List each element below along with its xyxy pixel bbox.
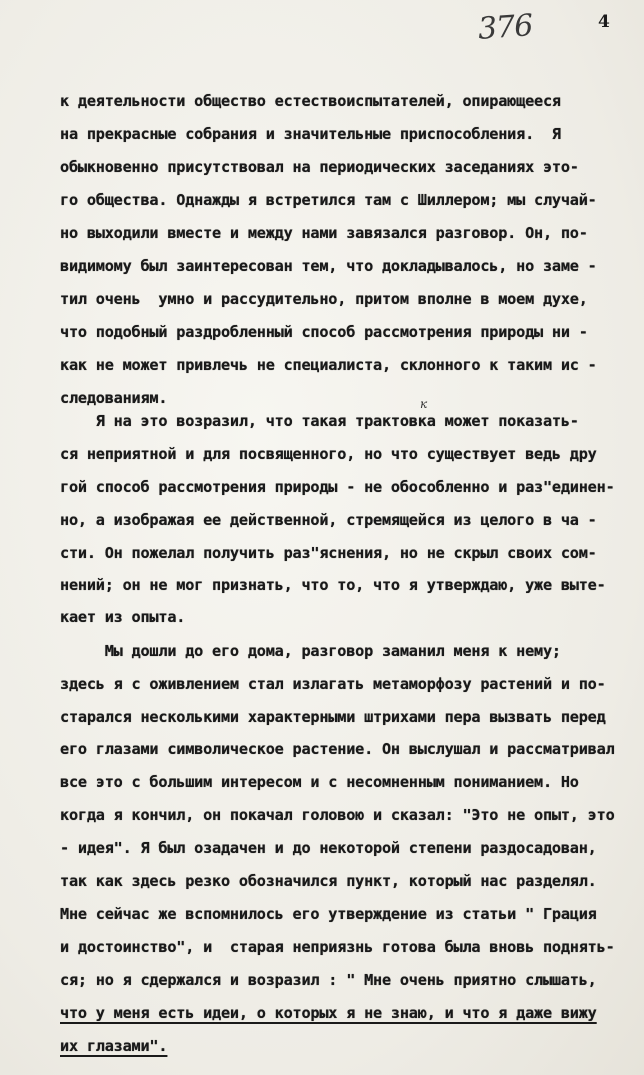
- text-line: следованиям.: [60, 389, 168, 407]
- text-line: но, а изображая ее действенной, стремящейся из целого в ча -: [60, 511, 597, 529]
- text-line: гой способ рассмотрения природы - не обособленно и раз"единен-: [60, 478, 615, 496]
- text-line: го общества. Однажды я встретился там с Шиллером; мы случай-: [60, 191, 597, 209]
- text-line: тил очень умно и рассудительно, притом вполне в моем духе,: [60, 290, 588, 308]
- text-line: так как здесь резко обозначился пункт, который нас разделял.: [60, 872, 597, 890]
- text-line: Мне сейчас же вспомнилось его утверждение из статьи " Грация: [60, 905, 597, 923]
- text-line: сти. Он пожелал получить раз"яснения, но не скрыл своих сом-: [60, 544, 597, 562]
- text-line: и достоинство", и старая неприязнь готова была вновь поднять-: [60, 938, 615, 956]
- page-number: 4: [598, 12, 610, 32]
- text-line: на прекрасные собрания и значительные приспособления. Я: [60, 125, 561, 143]
- underlined-text-line: их глазами".: [60, 1037, 168, 1055]
- text-line: что подобный раздробленный способ рассмотрения природы ни -: [60, 323, 588, 341]
- text-line: нений; он не мог признать, что то, что я утверждаю, уже выте-: [60, 576, 606, 594]
- text-line: видимому был заинтересован тем, что докладывалось, но заме -: [60, 257, 597, 275]
- text-line: Мы дошли до его дома, разговор заманил меня к нему;: [60, 642, 561, 660]
- text-line: ся; но я сдержался и возразил : " Мне очень приятно слышать,: [60, 971, 597, 989]
- underlined-text-line: что у меня есть идеи, о которых я не знаю, и что я даже вижу: [60, 1004, 597, 1022]
- text-line: но выходили вместе и между нами завязался разговор. Он, по-: [60, 224, 588, 242]
- text-line: как не может привлечь не специалиста, склонного к таким ис -: [60, 356, 597, 374]
- handwritten-archive-number: 376: [476, 8, 534, 47]
- text-line: обыкновенно присутствовал на периодических заседаниях это-: [60, 158, 579, 176]
- text-line: здесь я с оживлением стал излагать метаморфозу растений и по-: [60, 675, 606, 693]
- text-line: его глазами символическое растение. Он выслушал и рассматривал: [60, 740, 615, 758]
- text-line: кает из опыта.: [60, 608, 186, 626]
- text-line: Я на это возразил, что такая трактовка может показать-: [60, 412, 579, 430]
- text-line: все это с большим интересом и с несомненным пониманием. Но: [60, 773, 579, 791]
- text-line: ся неприятной и для посвященного, но что существует ведь дру: [60, 445, 597, 463]
- text-line: старался несколькими характерными штрихами пера вызвать перед: [60, 708, 606, 726]
- text-line: - идея". Я был озадачен и до некоторой степени раздосадован,: [60, 839, 597, 857]
- handwritten-correction-mark: к: [420, 397, 428, 411]
- text-line: к деятельности общество естествоиспытателей, опирающееся: [60, 92, 561, 110]
- text-line: когда я кончил, он покачал головою и сказал: "Это не опыт, это: [60, 806, 615, 824]
